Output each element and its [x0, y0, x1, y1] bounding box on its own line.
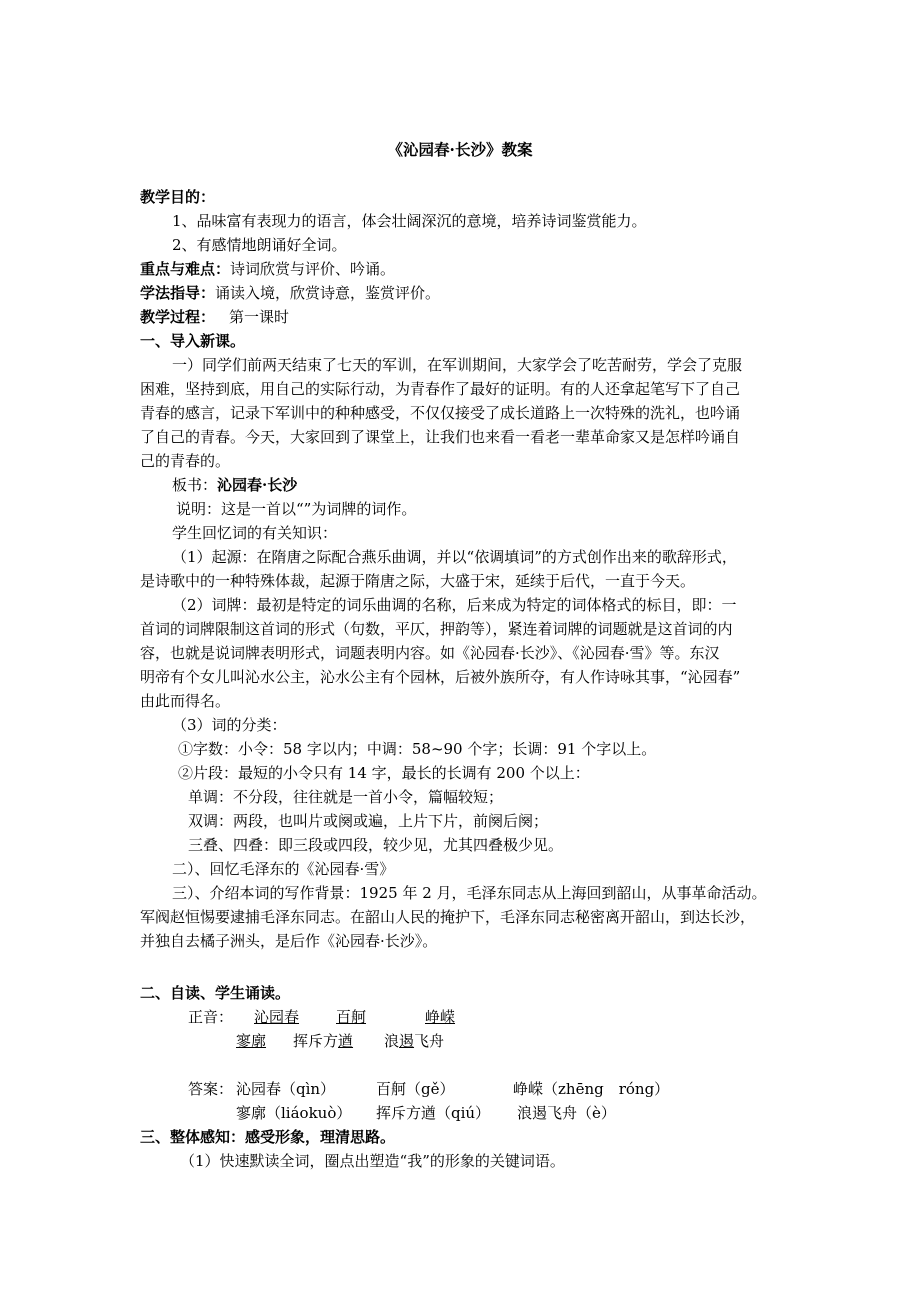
cipai-line: （2）词牌：最初是特定的词乐曲调的名称，后来成为特定的词体格式的标目，即：一 [172, 596, 737, 614]
answer-item: 挥斥方遒（qiú） [376, 1104, 491, 1122]
method-line [140, 282, 440, 304]
word-part: 挥斥方 [293, 1032, 339, 1050]
cipai-line: 首词的词牌限制这首词的形式（句数，平仄，押韵等），紧连着词牌的词题就是这首词的内 [140, 620, 733, 638]
task-line: （1）快速默读全词，圈点出塑造“我”的形象的关键词语。 [180, 1152, 565, 1170]
section-3-heading: 三、整体感知：感受形象，理清思路。 [140, 1128, 396, 1146]
cipai-line: 由此而得名。 [140, 692, 231, 710]
process-line [140, 306, 289, 328]
section-2-heading: 二、自读、学生诵读。 [140, 984, 291, 1002]
page-title: 《沁园春·长沙》教案 [387, 140, 533, 159]
answer-item: 浪遏飞舟（è） [517, 1104, 616, 1122]
board-text: 沁园春·长沙 [217, 476, 298, 494]
classify-item: ①字数：小令：58 字以内；中调：58~90 个字；长调：91 个字以上。 [178, 740, 657, 758]
word-part: 遒 [338, 1032, 354, 1050]
classify-line: （3）词的分类： [172, 716, 287, 734]
recall-line: 学生回忆词的有关知识： [172, 524, 338, 542]
goal-item: 1、品味富有表现力的语言，体会壮阔深沉的意境，培养诗词鉴赏能力。 [172, 212, 647, 230]
pronunciation-word: 沁园春 [254, 1008, 300, 1026]
origin-line: （1）起源：在隋唐之际配合燕乐曲调，并以“依调填词”的方式创作出来的歌辞形式， [172, 548, 737, 566]
background-line: 并独自去橘子洲头，是后作《沁园春·长沙》。 [140, 932, 438, 950]
goal-item: 2、有感情地朗诵好全词。 [172, 236, 347, 254]
method-text: 诵读入境，欣赏诗意，鉴赏评价。 [215, 284, 441, 302]
method-label: 学法指导： [140, 284, 216, 302]
pronunciation-word: 峥嵘 [425, 1008, 456, 1026]
cipai-line: 明帝有个女儿叫沁水公主，沁水公主有个园林，后被外族所夺，有人作诗咏其事，“沁园春” [140, 668, 741, 686]
pronunciation-word: 寥廓 [236, 1032, 267, 1050]
pronunciation-word: 百舸 [336, 1008, 367, 1026]
origin-line: 是诗歌中的一种特殊体裁，起源于隋唐之际，大盛于宋，延续于后代，一直于今天。 [140, 572, 696, 590]
goals-heading: 教学目的： [140, 188, 216, 206]
cipai-line: 容，也就是说词牌表明形式，词题表明内容。如《沁园春·长沙》、《沁园春·雪》等。东汉 [140, 644, 720, 662]
focus-line [140, 258, 395, 280]
pronunciation-word [384, 1030, 444, 1052]
answer-item: 沁园春（qìn） [236, 1080, 336, 1098]
paragraph-line: 青春的感言，记录下军训中的种种感受，不仅仅接受了成长道路上一次特殊的洗礼，也吟诵 [140, 404, 741, 422]
focus-text: 诗词欣赏与评价、吟诵。 [230, 260, 396, 278]
board-line [172, 474, 297, 496]
classify-item: 三叠、四叠：即三段或四段，较少见，尤其四叠极少见。 [188, 836, 564, 854]
paragraph-line: 了自己的青春。今天，大家回到了课堂上，让我们也来看一看老一辈革命家又是怎样吟诵自 [140, 428, 741, 446]
note-line: 说明：这是一首以“”为词牌的词作。 [176, 500, 417, 518]
answer-label: 答案： [188, 1080, 234, 1098]
paragraph-line: 一）同学们前两天结束了七天的军训，在军训期间，大家学会了吃苦耐劳，学会了克服 [172, 356, 743, 374]
background-line: 三）、介绍本词的写作背景：1925 年 2 月，毛泽东同志从上海回到韶山，从事革命活动。 [172, 884, 767, 902]
classify-item: 单调：不分段，往往就是一首小令，篇幅较短； [188, 788, 504, 806]
paragraph-line: 己的青春的。 [140, 452, 231, 470]
answer-item: 百舸（gě） [376, 1080, 455, 1098]
answer-item: 寥廓（liáokuò） [236, 1104, 352, 1122]
classify-item: ②片段：最短的小令只有 14 字，最长的长调有 200 个以上： [178, 764, 590, 782]
word-part: 浪 [384, 1032, 400, 1050]
process-text: 第一课时 [229, 308, 290, 326]
pronunciation-word [293, 1030, 353, 1052]
focus-label: 重点与难点： [140, 260, 231, 278]
section-1-heading: 一、导入新课。 [140, 332, 246, 350]
word-part: 遏 [399, 1032, 415, 1050]
word-part: 飞舟 [414, 1032, 445, 1050]
pronunciation-label: 正音： [188, 1008, 234, 1026]
board-label: 板书： [172, 476, 218, 494]
recall-snow-line: 二）、回忆毛泽东的《沁园春·雪》 [172, 860, 395, 878]
classify-item: 双调：两段，也叫片或阕或遍，上片下片，前阕后阕； [188, 812, 549, 830]
background-line: 军阀赵恒惕要逮捕毛泽东同志。在韶山人民的掩护下，毛泽东同志秘密离开韶山，到达长沙， [140, 908, 756, 926]
process-label: 教学过程： [140, 308, 216, 326]
paragraph-line: 困难，坚持到底，用自己的实际行动，为青春作了最好的证明。有的人还拿起笔写下了自己 [140, 380, 741, 398]
answer-item: 峥嵘（zhēng róng） [513, 1080, 670, 1098]
